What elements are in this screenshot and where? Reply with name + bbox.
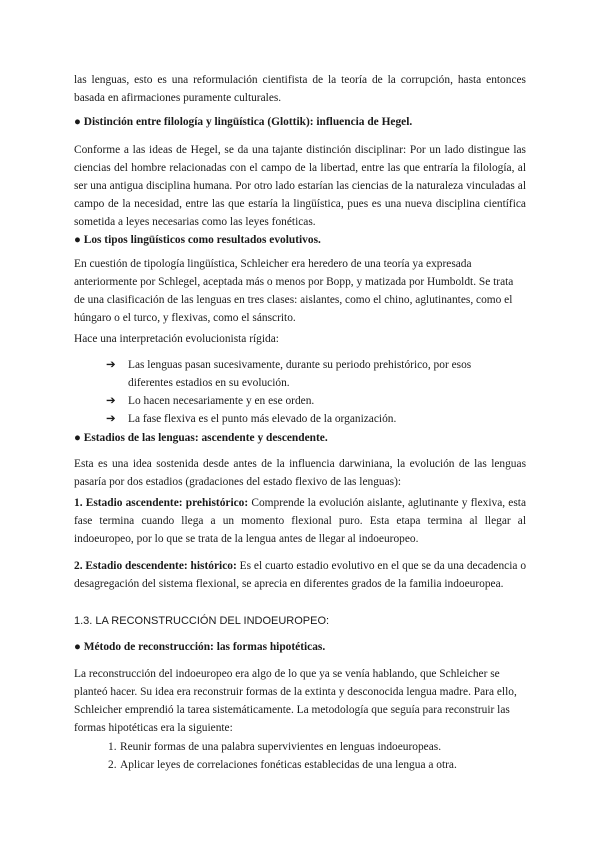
- estadio-ascendente-label: 1. Estadio ascendente: prehistórico:: [74, 497, 249, 509]
- paragraph-metodo: La reconstrucción del indoeuropeo era algo de lo que ya se venía hablando, que Schleicher se planteó hacer. Su idea era reconstruir formas de la extinta y desconocida lengua madre. Para ello, Schleicher emprendió la tarea sistemáticamente. La metodología que seguía para reconstruir las formas hipotéticas era la siguiente:: [74, 668, 517, 734]
- list-item: [106, 410, 506, 428]
- intro-paragraph: las lenguas, esto es una reformulación cientifista de la teoría de la corrupción, hasta entonces basada en afirmaciones puramente culturales.: [74, 74, 526, 104]
- paragraph-estadio-ascendente: [74, 494, 526, 548]
- list-item-text: La fase flexiva es el punto más elevado de la organización.: [128, 413, 397, 425]
- paragraph-glottik: Conforme a las ideas de Hegel, se da una tajante distinción disciplinar: Por un lado distingue las ciencias del hombre relacionadas con el campo de la libertad, entre las que entraría la filología, al ser una antigua disciplina humana. Por otro lado estarían las ciencias de la naturaleza vinculadas al campo de la necesidad, entre las que estaría la lingüística, pues es una nueva disciplina científica sometida a leyes necesarias como las leyes fonéticas.: [74, 144, 526, 228]
- list-item-text: Reunir formas de una palabra supervivientes en lenguas indoeuropeas.: [120, 741, 442, 753]
- list-item-text: Las lenguas pasan sucesivamente, durante su periodo prehistórico, por esos diferentes estadios en su evolución.: [128, 359, 472, 389]
- arrow-bullet-icon: ➔: [106, 395, 116, 407]
- paragraph-tipos: En cuestión de tipología lingüística, Schleicher era heredero de una teoría ya expresada anteriormente por Schlegel, aceptada más o menos por Bopp, y matizada por Humboldt. Se trata de una clasificación de las lenguas en tres clases: aislantes, como el chino, aglutinantes, como el húngaro o el turco, y flexivas, como el sánscrito.: [74, 258, 514, 324]
- list-item: [106, 392, 506, 410]
- list-number: 2.: [108, 759, 117, 771]
- heading-tipos: ● Los tipos lingüísticos como resultados evolutivos.: [74, 234, 321, 246]
- paragraph-estadios: Esta es una idea sostenida desde antes de la influencia darwiniana, la evolución de las lenguas pasaría por dos estadios (gradaciones del estado flexivo de las lenguas):: [74, 458, 526, 488]
- arrow-bullet-icon: ➔: [106, 413, 116, 425]
- numbered-list: [108, 738, 518, 774]
- paragraph-estadio-descendente: [74, 557, 526, 593]
- heading-glottik: ● Distinción entre filología y lingüística (Glottik): influencia de Hegel.: [74, 116, 413, 128]
- estadio-descendente-label: 2. Estadio descendente: histórico:: [74, 560, 237, 572]
- list-item-text: Lo hacen necesariamente y en ese orden.: [128, 395, 315, 407]
- list-item-text: Aplicar leyes de correlaciones fonéticas establecidas de una lengua a otra.: [120, 759, 457, 771]
- list-item: [108, 756, 518, 774]
- paragraph-interpretacion: Hace una interpretación evolucionista rígida:: [74, 333, 279, 345]
- section-title: 1.3. LA RECONSTRUCCIÓN DEL INDOEUROPEO:: [74, 615, 330, 627]
- heading-estadios: ● Estadios de las lenguas: ascendente y descendente.: [74, 432, 328, 444]
- estadio-ascendente-text: Comprende la evolución aislante, aglutinante y flexiva, esta fase termina cuando llega a un momento flexional puro. Esta etapa termina al llegar al indoeuropeo, por lo que se trata de la lengua antes de llegar al indoeuropeo.: [74, 497, 527, 545]
- list-item: [106, 356, 506, 392]
- list-item: [108, 738, 518, 756]
- list-number: 1.: [108, 741, 117, 753]
- arrow-bullet-icon: ➔: [106, 359, 116, 371]
- arrow-list: [106, 356, 506, 428]
- estadio-descendente-text: Es el cuarto estadio evolutivo en el que se da una decadencia o desagregación del sistema flexional, se aprecia en diferentes grados de la familia indoeuropea.: [74, 560, 527, 590]
- heading-metodo: ● Método de reconstrucción: las formas hipotéticas.: [74, 641, 326, 653]
